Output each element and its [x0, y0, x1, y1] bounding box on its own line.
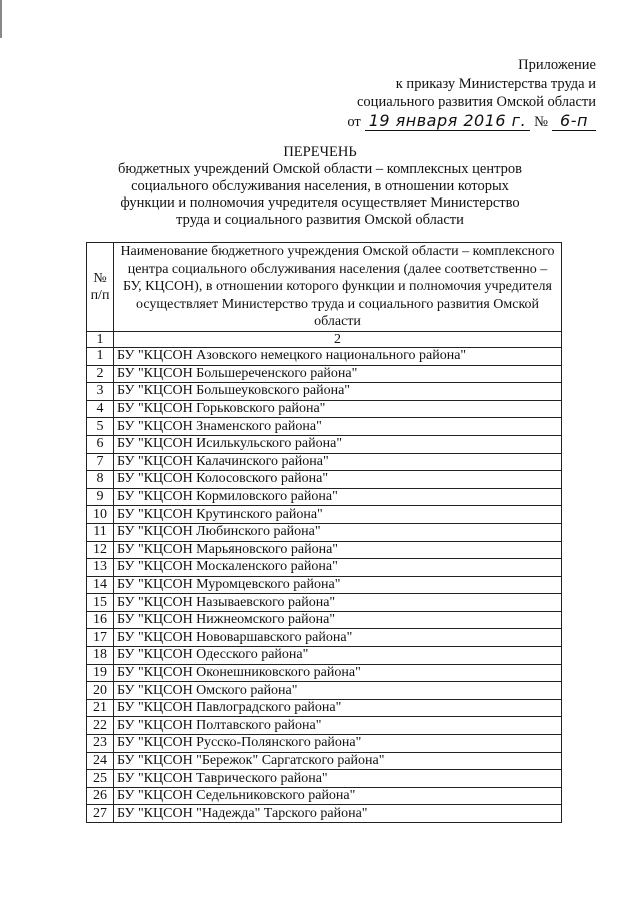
- row-number: 6: [87, 435, 114, 453]
- table-row: [87, 682, 562, 700]
- row-institution-name: БУ "КЦСОН Москаленского района": [114, 559, 562, 577]
- table-row: [87, 471, 562, 489]
- appendix-dateline: [347, 112, 596, 132]
- table-row: [87, 523, 562, 541]
- table-row: [87, 347, 562, 365]
- row-number: 12: [87, 541, 114, 559]
- table-row: [87, 699, 562, 717]
- row-institution-name: БУ "КЦСОН Любинского района": [114, 523, 562, 541]
- row-number: 18: [87, 647, 114, 665]
- table-row: [87, 805, 562, 823]
- table-body: [87, 347, 562, 822]
- row-number: 8: [87, 471, 114, 489]
- table-row: [87, 400, 562, 418]
- row-institution-name: БУ "КЦСОН Полтавского района": [114, 717, 562, 735]
- index-cell-2: 2: [114, 331, 562, 347]
- table-row: [87, 506, 562, 524]
- row-institution-name: БУ "КЦСОН Крутинского района": [114, 506, 562, 524]
- row-institution-name: БУ "КЦСОН Называевского района": [114, 594, 562, 612]
- table-row: [87, 770, 562, 788]
- row-institution-name: БУ "КЦСОН Колосовского района": [114, 471, 562, 489]
- table-header-row: [87, 243, 562, 332]
- table-row: [87, 647, 562, 665]
- index-cell-1: 1: [87, 331, 114, 347]
- table-row: [87, 418, 562, 436]
- table-row: [87, 664, 562, 682]
- number-label: №: [534, 113, 548, 130]
- appendix-line-3: социального развития Омской области: [357, 94, 596, 110]
- row-number: 1: [87, 347, 114, 365]
- row-number: 15: [87, 594, 114, 612]
- row-institution-name: БУ "КЦСОН Русско-Полянского района": [114, 735, 562, 753]
- row-number: 10: [87, 506, 114, 524]
- row-institution-name: БУ "КЦСОН Оконешниковского района": [114, 664, 562, 682]
- document-title: [70, 144, 570, 229]
- table-row: [87, 611, 562, 629]
- table-row: [87, 488, 562, 506]
- from-label: от: [347, 113, 361, 130]
- row-number: 13: [87, 559, 114, 577]
- row-number: 23: [87, 735, 114, 753]
- row-institution-name: БУ "КЦСОН Большереченского района": [114, 365, 562, 383]
- row-number: 24: [87, 752, 114, 770]
- row-institution-name: БУ "КЦСОН Нововаршавского района": [114, 629, 562, 647]
- handwritten-date: 19 января 2016 г.: [365, 112, 530, 132]
- row-number: 19: [87, 664, 114, 682]
- table-row: [87, 559, 562, 577]
- row-number: 21: [87, 699, 114, 717]
- row-number: 27: [87, 805, 114, 823]
- row-number: 20: [87, 682, 114, 700]
- table-index-row: [87, 331, 562, 347]
- title-line-3: функции и полномочия учредителя осуществляет Министерство: [120, 195, 520, 211]
- row-institution-name: БУ "КЦСОН Муромцевского района": [114, 576, 562, 594]
- table-row: [87, 629, 562, 647]
- row-institution-name: БУ "КЦСОН Седельниковского района": [114, 787, 562, 805]
- row-institution-name: БУ "КЦСОН Павлоградского района": [114, 699, 562, 717]
- row-institution-name: БУ "КЦСОН "Надежда" Тарского района": [114, 805, 562, 823]
- row-institution-name: БУ "КЦСОН Таврического района": [114, 770, 562, 788]
- row-institution-name: БУ "КЦСОН Кормиловского района": [114, 488, 562, 506]
- row-number: 3: [87, 383, 114, 401]
- col-name-header: Наименование бюджетного учреждения Омской области – комплексного центра социального обслуживания населения (далее соответственно – БУ, КЦСОН), в отношении которого функции и полномочия учредителя осуществляет Министерство труда и социального развития Омской области: [114, 243, 562, 332]
- col-number-header: № п/п: [87, 243, 114, 332]
- table-row: [87, 435, 562, 453]
- row-number: 17: [87, 629, 114, 647]
- row-number: 5: [87, 418, 114, 436]
- institutions-table: [86, 242, 562, 823]
- title-line-1: бюджетных учреждений Омской области – комплексных центров: [118, 161, 522, 177]
- row-number: 9: [87, 488, 114, 506]
- row-number: 25: [87, 770, 114, 788]
- row-institution-name: БУ "КЦСОН Марьяновского района": [114, 541, 562, 559]
- table-row: [87, 787, 562, 805]
- row-institution-name: БУ "КЦСОН Омского района": [114, 682, 562, 700]
- row-number: 26: [87, 787, 114, 805]
- table-row: [87, 541, 562, 559]
- row-number: 2: [87, 365, 114, 383]
- row-institution-name: БУ "КЦСОН Исилькульского района": [114, 435, 562, 453]
- row-number: 22: [87, 717, 114, 735]
- row-institution-name: БУ "КЦСОН Знаменского района": [114, 418, 562, 436]
- title-line-4: труда и социального развития Омской области: [176, 212, 464, 228]
- scan-edge-mark: [0, 0, 2, 38]
- row-number: 4: [87, 400, 114, 418]
- table-row: [87, 576, 562, 594]
- row-institution-name: БУ "КЦСОН Большеуковского района": [114, 383, 562, 401]
- appendix-line-2: к приказу Министерства труда и: [395, 75, 596, 92]
- row-number: 16: [87, 611, 114, 629]
- row-institution-name: БУ "КЦСОН Одесского района": [114, 647, 562, 665]
- row-number: 11: [87, 523, 114, 541]
- row-institution-name: БУ "КЦСОН Азовского немецкого национального района": [114, 347, 562, 365]
- table-row: [87, 735, 562, 753]
- title-heading: ПЕРЕЧЕНЬ: [283, 144, 357, 160]
- row-institution-name: БУ "КЦСОН Горьковского района": [114, 400, 562, 418]
- row-institution-name: БУ "КЦСОН "Бережок" Саргатского района": [114, 752, 562, 770]
- table-row: [87, 453, 562, 471]
- row-institution-name: БУ "КЦСОН Нижнеомского района": [114, 611, 562, 629]
- table-row: [87, 752, 562, 770]
- row-number: 7: [87, 453, 114, 471]
- table-row: [87, 383, 562, 401]
- table-row: [87, 365, 562, 383]
- appendix-line-1: Приложение: [518, 57, 596, 73]
- row-institution-name: БУ "КЦСОН Калачинского района": [114, 453, 562, 471]
- table-row: [87, 717, 562, 735]
- appendix-block: [347, 56, 596, 131]
- title-line-2: социального обслуживания населения, в отношении которых: [131, 178, 509, 194]
- table-row: [87, 594, 562, 612]
- row-number: 14: [87, 576, 114, 594]
- handwritten-number: 6-п: [552, 112, 596, 132]
